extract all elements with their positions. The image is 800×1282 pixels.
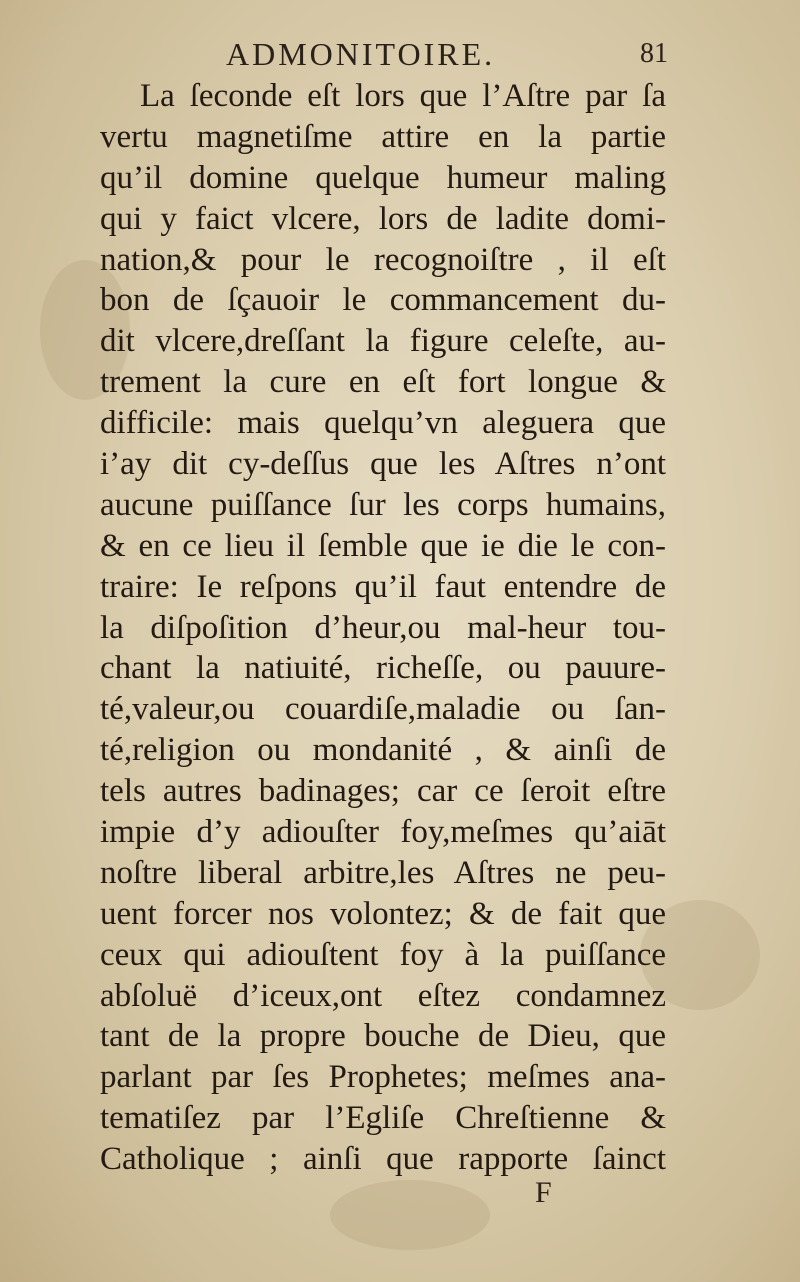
- text-line: vertu magnetiſme attire en la partie: [100, 118, 666, 155]
- text-line: la diſpoſition d’heur,ou mal-heur tou-: [100, 609, 666, 646]
- text-line: qui y faict vlcere, lors de ladite domi-: [100, 200, 666, 237]
- text-line: trement la cure en eſt fort longue &: [100, 364, 666, 401]
- text-line: té,valeur,ou couardiſe,maladie ou ſan-: [100, 691, 666, 728]
- text-line: tant de la propre bouche de Dieu, que: [100, 1018, 666, 1055]
- text-line: i’ay dit cy-deſſus que les Aſtres n’ont: [100, 446, 666, 483]
- text-line: nation,& pour le recognoiſtre , il eſt: [100, 241, 666, 278]
- text-line: traire: Ie reſpons qu’il faut entendre de: [100, 568, 666, 605]
- text-line: abſoluë d’iceux,ont eſtez condamnez: [100, 977, 666, 1014]
- text-line: chant la natiuité, richeſſe, ou pauure-: [100, 650, 666, 687]
- text-line: bon de ſçauoir le commancement du-: [100, 282, 666, 319]
- page-header: [0, 34, 800, 78]
- body-text: [100, 76, 666, 1180]
- text-line: té,religion ou mondanité , & ainſi de: [100, 732, 666, 769]
- text-line: parlant par ſes Prophetes; meſmes ana-: [100, 1059, 666, 1096]
- text-line: Catholique ; ainſi que rapporte ſainct: [100, 1141, 666, 1178]
- text-line: dit vlcere,dreſſant la figure celeſte, au-: [100, 323, 666, 360]
- text-line: tematiſez par l’Egliſe Chreſtienne &: [100, 1100, 666, 1137]
- text-line: qu’il domine quelque humeur maling: [100, 159, 666, 196]
- text-line: tels autres badinages; car ce ſeroit eſtre: [100, 773, 666, 810]
- text-line: difficile: mais quelqu’vn aleguera que: [100, 405, 666, 442]
- running-title: ADMONITOIRE.: [226, 36, 496, 72]
- text-line: uent forcer nos volontez; & de fait que: [100, 895, 666, 932]
- signature-mark: F: [535, 1176, 552, 1209]
- text-line: aucune puiſſance ſur les corps humains,: [100, 486, 666, 523]
- text-line: ceux qui adiouſtent foy à la puiſſance: [100, 936, 666, 973]
- text-line: & en ce lieu il ſemble que ie die le con-: [100, 527, 666, 564]
- text-line: noſtre liberal arbitre,les Aſtres ne peu-: [100, 854, 666, 891]
- text-line: impie d’y adiouſter foy,meſmes qu’aiāt: [100, 814, 666, 851]
- page-number: 81: [640, 38, 668, 69]
- paper-stain: [330, 1180, 490, 1250]
- text-line: La ſeconde eſt lors que l’Aſtre par ſa: [140, 78, 666, 114]
